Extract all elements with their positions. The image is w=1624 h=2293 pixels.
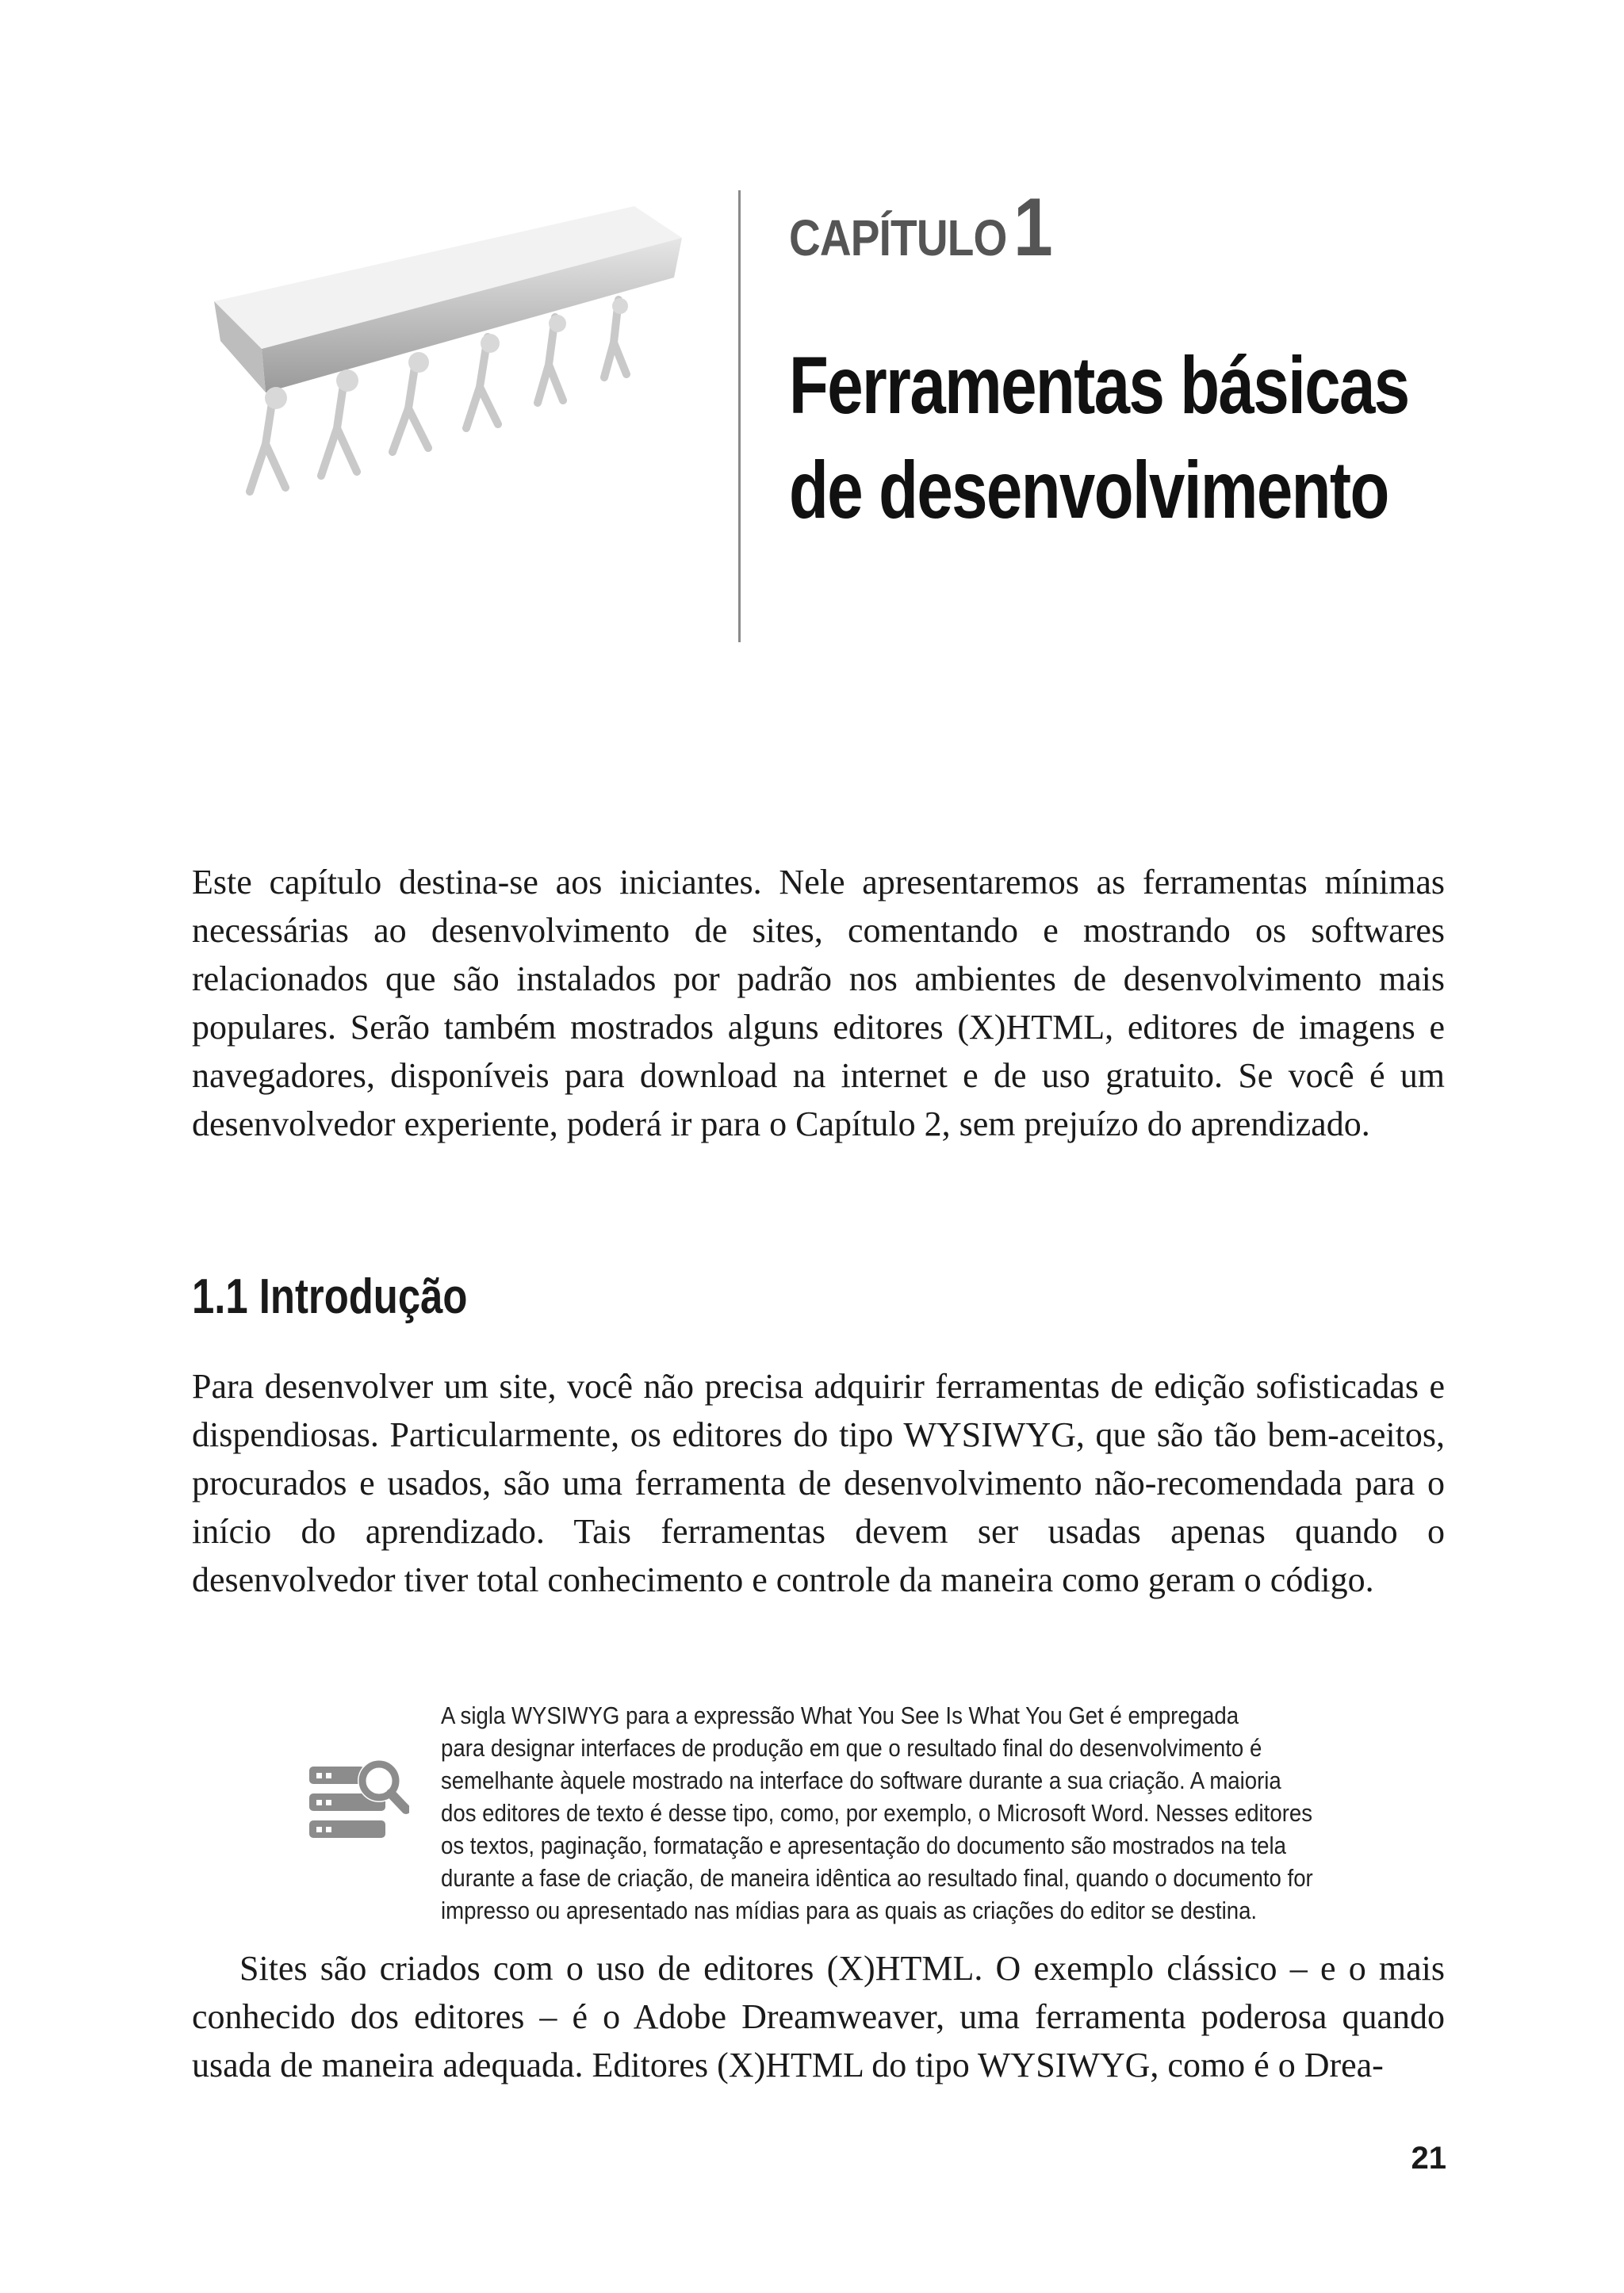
chapter-title-line-1: Ferramentas básicas	[789, 340, 1409, 431]
note-line: os textos, paginação, formatação e apresentação do documento são mostrados na tela	[441, 1832, 1286, 1859]
wysiwyg-note	[441, 1699, 1358, 1927]
server-search-icon	[309, 1752, 409, 1852]
www-illustration	[190, 190, 730, 539]
header-divider	[738, 190, 741, 642]
page-number: 21	[1411, 2141, 1446, 2176]
chapter-label-text: CAPÍTULO	[789, 209, 1007, 266]
closing-paragraph: Sites são criados com o uso de editores (X)HTML. O exemplo clássico – e o mais conhecido dos editores – é o Adobe Dreamweaver, uma ferramenta poderosa quando usada de maneira adequada. Editores (X)HTML do tipo WYSIWYG, como é o Drea-	[192, 1949, 1445, 2084]
intro-paragraph: Este capítulo destina-se aos iniciantes. Nele apresentaremos as ferramentas mínimas necessárias ao desenvolvimento de sites, comentando e mostrando os softwares relacionados que são instalados por padrão nos ambientes de desenvolvimento mais populares. Serão também mostrados alguns editores (X)HTML, editores de imagens e navegadores, disponíveis para download na internet e de uso gratuito. Se você é um desenvolvedor experiente, poderá ir para o Capítulo 2, sem prejuízo do aprendizado.	[192, 863, 1445, 1143]
note-line: para designar interfaces de produção em que o resultado final do desenvolvimento é	[441, 1734, 1262, 1762]
note-line: dos editores de texto é desse tipo, como, por exemplo, o Microsoft Word. Nesses editores	[441, 1799, 1313, 1827]
note-line: durante a fase de criação, de maneira idêntica ao resultado final, quando o documento for	[441, 1864, 1313, 1892]
chapter-label	[789, 181, 1052, 275]
note-line: A sigla WYSIWYG para a expressão What You See Is What You Get é empregada	[441, 1702, 1239, 1729]
section-paragraph: Para desenvolver um site, você não precisa adquirir ferramentas de edição sofisticadas e dispendiosas. Particularmente, os editores do tipo WYSIWYG, que são tão bem-aceitos, procurados e usados, são uma ferramenta de desenvolvimento não-recomendada para o início do aprendizado. Tais ferramentas devem ser usadas apenas quando o desenvolvedor tiver total conhecimento e controle da maneira como geram o código.	[192, 1367, 1445, 1599]
note-line: impresso ou apresentado nas mídias para as quais as criações do editor se destina.	[441, 1897, 1258, 1924]
chapter-title-line-2: de desenvolvimento	[789, 445, 1388, 535]
section-heading: 1.1 Introdução	[192, 1269, 468, 1324]
chapter-title	[789, 333, 1409, 542]
chapter-number: 1	[1013, 182, 1052, 274]
note-line: semelhante àquele mostrado na interface do software durante a sua criação. A maioria	[441, 1767, 1281, 1794]
